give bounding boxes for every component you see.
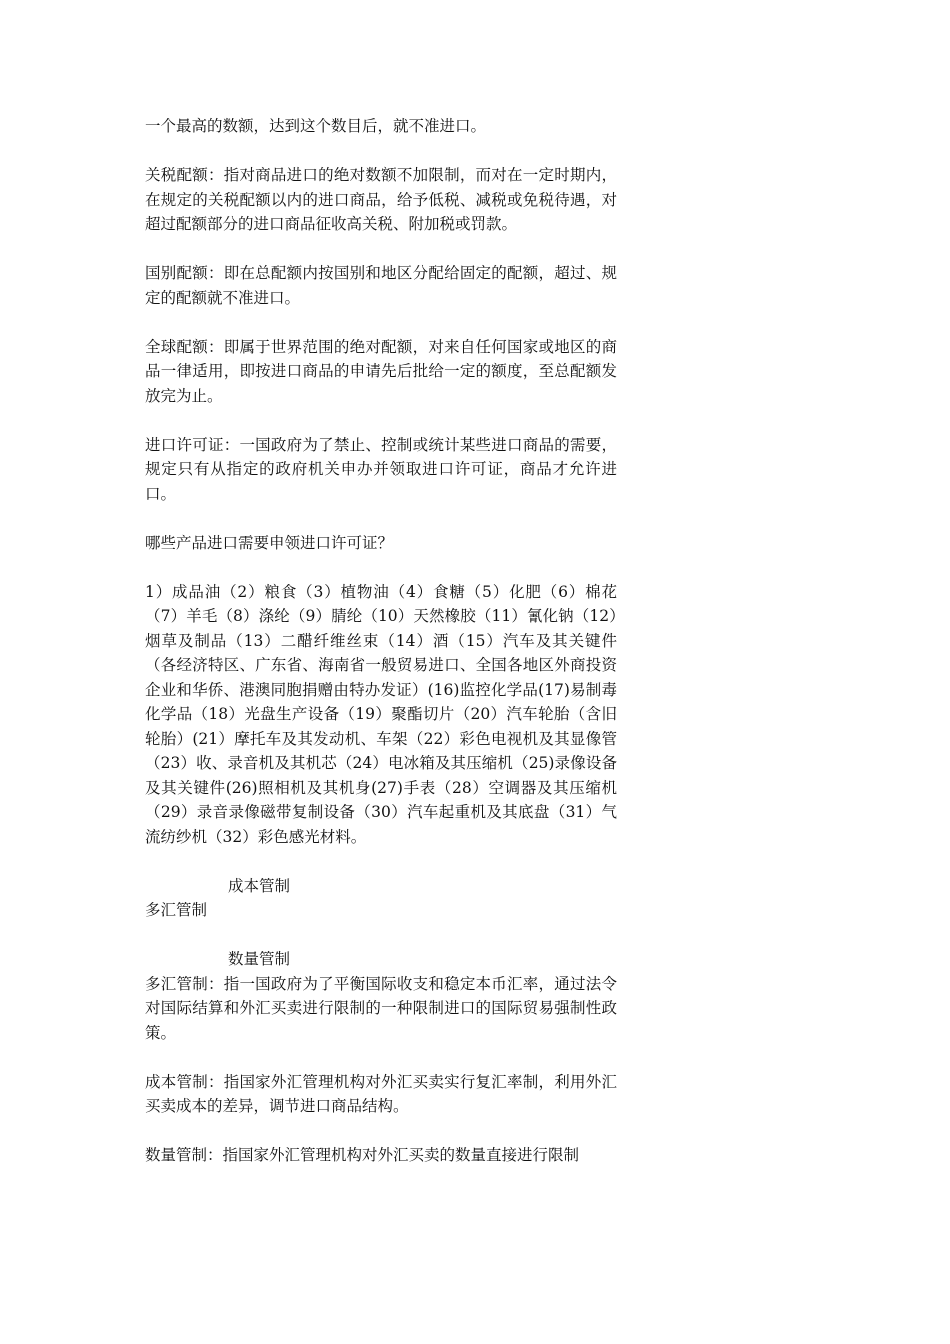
paragraph-global-quota: 全球配额：即属于世界范围的绝对配额，对来自任何国家或地区的商品一律适用，即按进口商品的申请先后批给一定的额度，至总配额发放完为止。 — [145, 337, 617, 405]
paragraph-tariff-quota: 关税配额：指对商品进口的绝对数额不加限制，而对在一定时期内，在规定的关税配额以内的进口商品，给予低税、减税或免税待遇，对超过配额部分的进口商品征收高关税、附加税或罚款。 — [145, 166, 617, 233]
definition-cost-control: 成本管制：指国家外汇管理机构对外汇买卖实行复汇率制，利用外汇买卖成本的差异，调节进口商品结构。 — [145, 1072, 617, 1115]
definition-multiple-exchange-control: 多汇管制：指一国政府为了平衡国际收支和稳定本币汇率，通过法令对国际结算和外汇买卖进行限制的一种限制进口的国际贸易强制性政策。 — [145, 974, 617, 1042]
exchange-control-diagram — [145, 874, 617, 972]
paragraph-license-product-list: 1）成品油（2）粮食（3）植物油（4）食糖（5）化肥（6）棉花（7）羊毛（8）涤纶（9）腈纶（10）天然橡胶（11）氰化钠（12）烟草及制品（13）二醋纤维丝束（14）酒（15）汽车及其关键件（各经济特区、广东省、海南省一般贸易进口、全国各地区外商投资企业和华侨、港澳同胞捐赠由特办发证）(16)监控化学品(17)易制毒化学品（18）光盘生产设备（19）聚酯切片（20）汽车轮胎（含旧轮胎）(21）摩托车及其发动机、车架（22）彩色电视机及其显像管（23）收、录音机及其机芯（24）电冰箱及其压缩机（25)录像设备及其关键件(26)照相机及其机身(27)手表（28）空调器及其压缩机（29）录音录像磁带复制设备（30）汽车起重机及其底盘（31）气流纺纱机（32）彩色感光材料。 — [145, 582, 617, 846]
paragraph-quota-limit: 一个最高的数额，达到这个数目后，就不准进口。 — [145, 117, 487, 135]
diagram-bottom-branch: 数量管制 — [228, 950, 291, 968]
paragraph-country-quota: 国别配额：即在总配额内按国别和地区分配给固定的配额，超过、规定的配额就不准进口。 — [145, 264, 617, 307]
diagram-top-branch: 成本管制 — [228, 876, 291, 895]
diagram-root: 多汇管制 — [145, 901, 208, 919]
document-body — [145, 114, 617, 1192]
paragraph-license-question: 哪些产品进口需要申领进口许可证？ — [145, 533, 394, 552]
paragraph-import-license: 进口许可证：一国政府为了禁止、控制或统计某些进口商品的需要，规定只有从指定的政府机关申办并领取进口许可证，商品才允许进口。 — [145, 435, 617, 503]
definition-quantity-control: 数量管制：指国家外汇管理机构对外汇买卖的数量直接进行限制 — [145, 1146, 580, 1164]
